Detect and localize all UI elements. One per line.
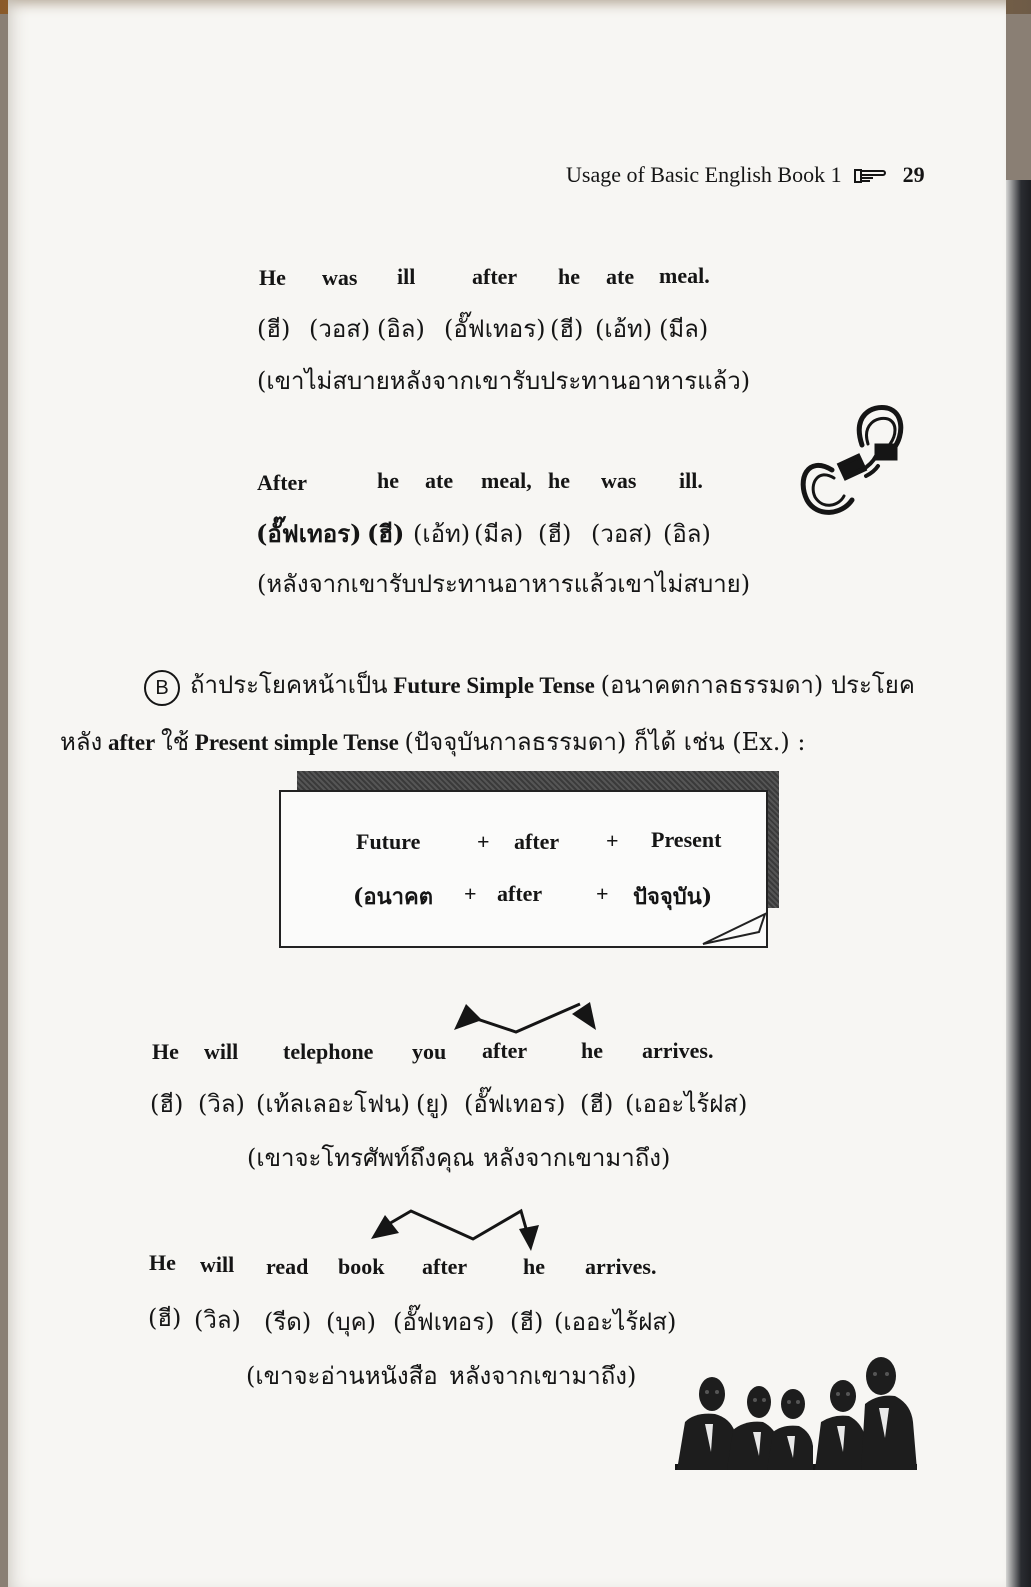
formula-term: (อนาคต bbox=[353, 884, 434, 910]
pronunciation: (ยู) bbox=[416, 1090, 449, 1118]
pronunciation: (วิล) bbox=[194, 1306, 241, 1334]
pronunciation: (บุค) bbox=[326, 1308, 377, 1336]
word: arrives. bbox=[585, 1254, 657, 1279]
pointing-hand-icon bbox=[853, 167, 887, 185]
running-header bbox=[566, 162, 925, 188]
handcuffs-illustration bbox=[792, 400, 922, 525]
keyword: after bbox=[108, 730, 156, 755]
tense-name: Present simple Tense bbox=[194, 730, 399, 755]
pronunciation: (เอ้ท) bbox=[413, 520, 471, 548]
rule-text: ใช้ bbox=[161, 728, 190, 756]
word: book bbox=[338, 1254, 385, 1279]
tense-name: Future Simple Tense bbox=[393, 673, 595, 698]
word: was bbox=[601, 468, 637, 493]
translation: หลังจากเขามาถึง) bbox=[449, 1362, 637, 1390]
clause-swap-arrows bbox=[363, 1203, 548, 1253]
word: He bbox=[152, 1039, 179, 1064]
word: he bbox=[581, 1038, 603, 1063]
rule-text: หลัง bbox=[60, 728, 103, 756]
pronunciation: (อิล) bbox=[663, 520, 711, 548]
pronunciation: (ฮี) bbox=[538, 520, 572, 548]
pronunciation: (เอ้ท) bbox=[595, 315, 653, 343]
rule-text: (ปัจจุบันกาลธรรมดา) ก็ได้ เช่น (Ex.) : bbox=[404, 728, 806, 756]
word: ill bbox=[397, 264, 416, 289]
page-curl-icon bbox=[701, 914, 767, 946]
word: he bbox=[377, 468, 399, 493]
word: meal, bbox=[481, 468, 532, 493]
word: read bbox=[266, 1254, 309, 1279]
word: was bbox=[322, 265, 358, 290]
formula-plus: + bbox=[477, 829, 490, 854]
pronunciation: (อั๊ฟเทอร) bbox=[393, 1308, 495, 1336]
pronunciation: (เออะไร้ฝส) bbox=[554, 1308, 677, 1336]
pronunciation: (วิล) bbox=[198, 1090, 245, 1118]
translation: (หลังจากเขารับประทานอาหารแล้วเขาไม่สบาย) bbox=[257, 570, 751, 598]
formula-plus: + bbox=[606, 828, 619, 853]
pronunciation: (วอส) bbox=[591, 520, 653, 548]
pronunciation: (ฮี) bbox=[148, 1304, 182, 1332]
pronunciation: (อั๊ฟเทอร) bbox=[256, 519, 362, 548]
formula-term: ปัจจุบัน) bbox=[633, 884, 713, 910]
pronunciation: (เออะไร้ฝส) bbox=[625, 1090, 748, 1118]
pronunciation: (ฮี) bbox=[257, 315, 291, 343]
pronunciation: (อั๊ฟเทอร) bbox=[464, 1090, 566, 1118]
formula-term: Future bbox=[356, 829, 421, 854]
pronunciation: (ฮี) bbox=[550, 315, 584, 343]
pronunciation: (อิล) bbox=[377, 315, 425, 343]
word: meal. bbox=[659, 263, 710, 288]
formula-plus: + bbox=[596, 881, 609, 906]
formula-term: after bbox=[497, 881, 543, 906]
pronunciation: (ฮี) bbox=[510, 1308, 544, 1336]
rule-b-line-2 bbox=[60, 722, 805, 761]
pronunciation: (เท้ลเลอะโฟน) bbox=[256, 1090, 410, 1118]
word: he bbox=[523, 1254, 545, 1279]
word: After bbox=[257, 470, 308, 495]
word: He bbox=[259, 265, 286, 290]
word: ate bbox=[606, 264, 635, 289]
word: after bbox=[472, 264, 518, 289]
word: He bbox=[149, 1250, 176, 1275]
arrow-left-icon bbox=[371, 1215, 399, 1239]
pronunciation: (ฮี) bbox=[580, 1090, 614, 1118]
arrow-left-icon bbox=[454, 1004, 482, 1030]
formula-term: after bbox=[514, 829, 560, 854]
word: will bbox=[200, 1252, 235, 1277]
word: ate bbox=[425, 468, 454, 493]
word: will bbox=[204, 1039, 239, 1064]
word: telephone bbox=[283, 1039, 374, 1064]
book-spine-edge bbox=[1006, 180, 1031, 1587]
translation: (เขาไม่สบายหลังจากเขารับประทานอาหารแล้ว) bbox=[257, 367, 751, 395]
word: after bbox=[482, 1038, 528, 1063]
word: ill. bbox=[679, 468, 703, 493]
page-number: 29 bbox=[902, 162, 925, 187]
rule-text: (อนาคตกาลธรรมดา) ประโยค bbox=[600, 671, 915, 699]
word: you bbox=[412, 1039, 447, 1064]
word: arrives. bbox=[642, 1038, 714, 1063]
section-marker-b: B bbox=[144, 670, 180, 706]
translation: (เขาจะโทรศัพท์ถึงคุณ bbox=[247, 1144, 475, 1172]
arrow-down-icon bbox=[519, 1225, 539, 1251]
pronunciation: (มีล) bbox=[659, 315, 709, 343]
pronunciation: (ฮี) bbox=[150, 1090, 184, 1118]
translation: (เขาจะอ่านหนังสือ bbox=[246, 1362, 438, 1390]
word: he bbox=[548, 468, 570, 493]
pronunciation: (รีด) bbox=[264, 1308, 312, 1336]
word: he bbox=[558, 264, 580, 289]
word: after bbox=[422, 1254, 468, 1279]
book-page bbox=[8, 0, 1006, 1587]
translation: หลังจากเขามาถึง) bbox=[483, 1144, 671, 1172]
pronunciation: (มีล) bbox=[474, 520, 524, 548]
pronunciation: (อั๊ฟเทอร) bbox=[444, 315, 546, 343]
formula-box bbox=[279, 790, 768, 948]
formula-plus: + bbox=[464, 881, 477, 906]
formula-term: Present bbox=[651, 827, 722, 852]
pronunciation: (ฮี) bbox=[367, 519, 405, 548]
book-title: Usage of Basic English Book 1 bbox=[566, 162, 842, 187]
rule-text: ถ้าประโยคหน้าเป็น bbox=[190, 671, 388, 699]
clause-swap-arrows bbox=[448, 998, 608, 1038]
pronunciation: (วอส) bbox=[309, 315, 371, 343]
rule-b-line-1 bbox=[144, 665, 915, 706]
group-of-men-illustration bbox=[675, 1352, 920, 1472]
